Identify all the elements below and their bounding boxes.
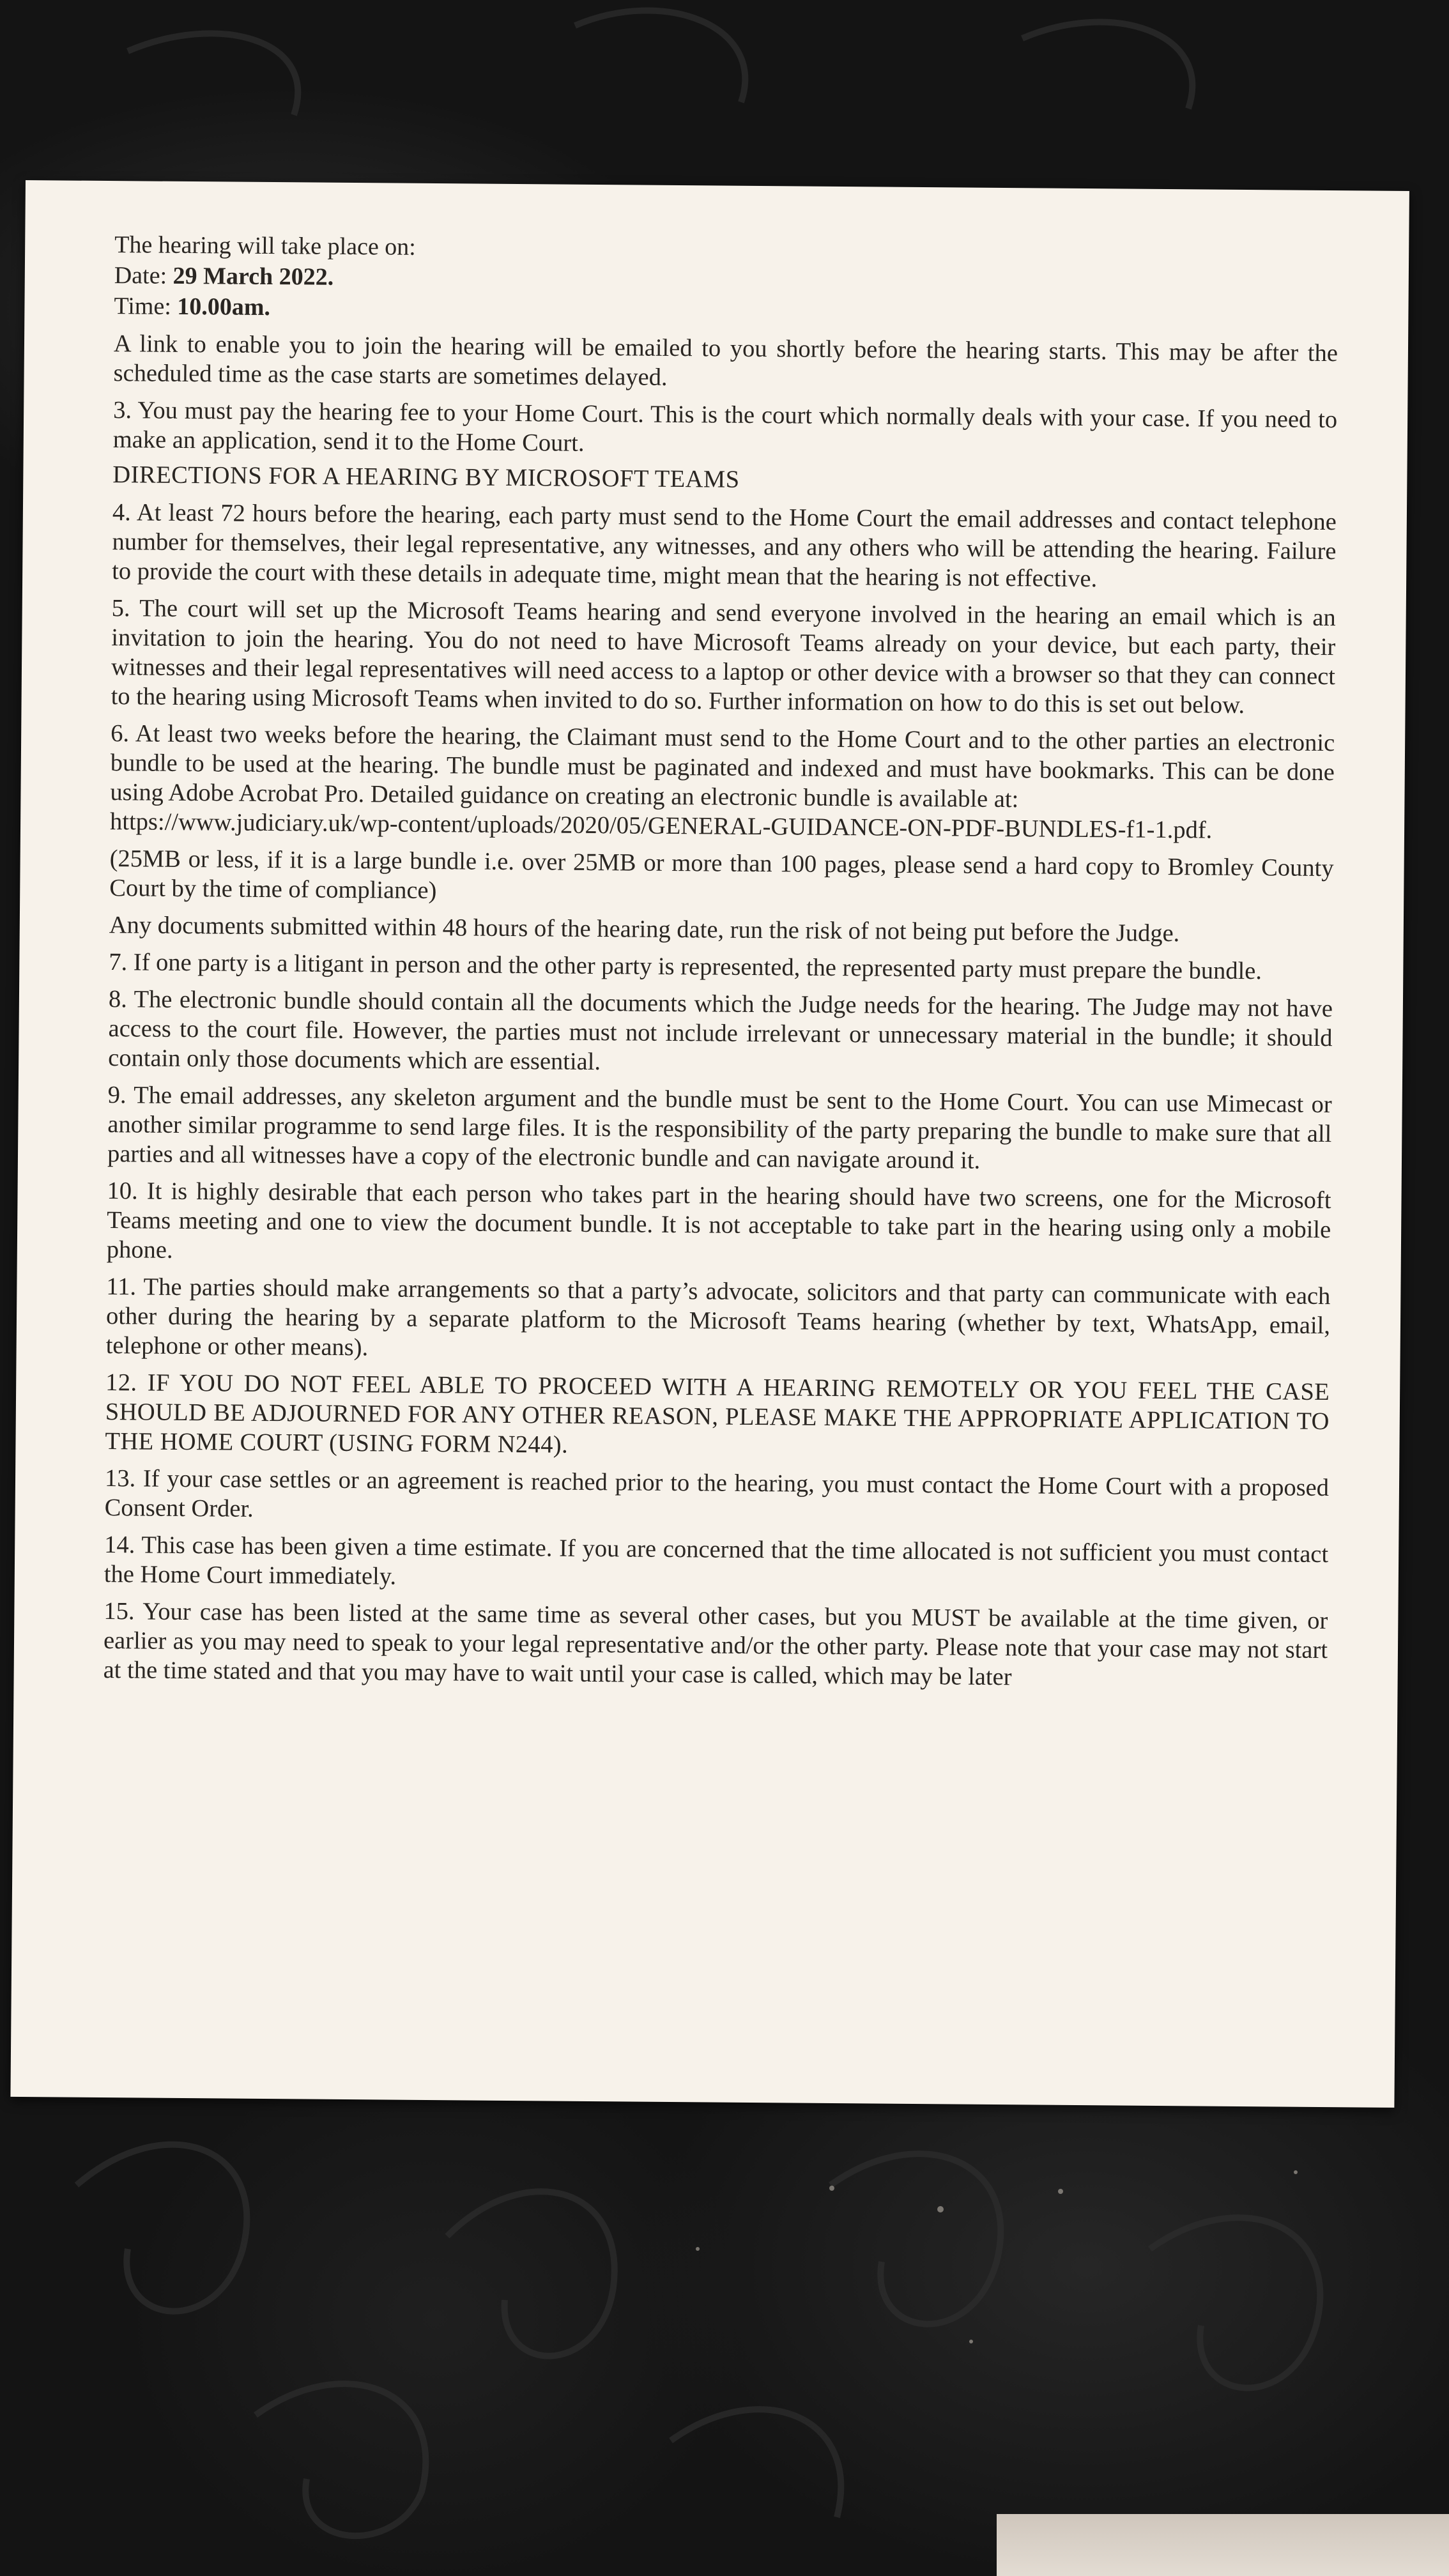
date-label: Date:	[114, 262, 167, 289]
paragraph-3: 3. You must pay the hearing fee to your Home Court. This is the court which normally deals with your case. If you need to make an application, send it to the Home Court.	[112, 397, 1338, 457]
time-value: 10.00am.	[177, 293, 271, 321]
floor-surface	[997, 2514, 1449, 2576]
paragraph-10: 10. It is highly desirable that each person who takes part in the hearing should have two screens, one for the Microsoft Teams meeting and one to view the document bundle. It is not acceptable to take part in the hearing using only a mobile phone.	[106, 1177, 1331, 1264]
court-notice-page	[10, 180, 1409, 2108]
paragraph-6	[110, 719, 1335, 846]
paragraph-9: 9. The email addresses, any skeleton argument and the bundle must be sent to the Home Court. You can use Mimecast or another similar programme to send large files. It is the responsibility of the party preparing the bundle to make sure that all parties and all witnesses have a copy of the electronic bundle and can navigate around it.	[107, 1082, 1332, 1174]
paragraph-7: 7. If one party is a litigant in person and the other party is represented, the represented party must prepare the bundle.	[109, 949, 1262, 985]
bundle-size-note: (25MB or less, if it is a large bundle i.e. over 25MB or more than 100 pages, please send a hard copy to Bromley County Court by the time of compliance)	[109, 845, 1334, 905]
guidance-url: https://www.judiciary.uk/wp-content/uploads/2020/05/GENERAL-GUIDANCE-ON-PDF-BUNDLES-f1-1.pdf.	[109, 808, 1213, 844]
paragraph-12: 12. IF YOU DO NOT FEEL ABLE TO PROCEED WITH A HEARING REMOTELY OR YOU FEEL THE CASE SHOULD BE ADJOURNED FOR ANY OTHER REASON, PLEASE MAKE THE APPROPRIATE APPLICATION TO THE HOME COURT (USING FORM N244).	[105, 1369, 1330, 1459]
late-documents-note: Any documents submitted within 48 hours of the hearing date, run the risk of not being put before the Judge.	[109, 912, 1180, 947]
directions-heading: DIRECTIONS FOR A HEARING BY MICROSOFT TEAMS	[112, 461, 740, 493]
time-label: Time:	[114, 293, 172, 320]
paragraph-14: 14. This case has been given a time estimate. If you are concerned that the time allocated is not sufficient you must contact the Home Court immediately.	[103, 1531, 1329, 1590]
join-link-paragraph: A link to enable you to join the hearing will be emailed to you shortly before the hearing starts. This may be after the scheduled time as the case starts are sometimes delayed.	[113, 330, 1338, 391]
paragraph-4: 4. At least 72 hours before the hearing, each party must send to the Home Court the email addresses and contact telephone number for themselves, their legal representative, any witnesses, and any others who will be attending the hearing. Failure to provide the court with these details in adequate time, might mean that the hearing is not effective.	[112, 499, 1337, 593]
hearing-intro-line: The hearing will take place on:	[114, 231, 417, 261]
paragraph-13: 13. If your case settles or an agreement is reached prior to the hearing, you must contact the Home Court with a proposed Consent Order.	[104, 1465, 1330, 1522]
paragraph-5: 5. The court will set up the Microsoft Teams hearing and send everyone involved in the hearing an email which is an invitation to join the hearing. You do not need to have Microsoft Teams already on your device, but each party, their witnesses and their legal representatives will need access to a laptop or other device with a browser so that they can connect to the hearing using Microsoft Teams when invited to do so. Further information on how to do this is set out below.	[111, 595, 1336, 719]
paragraph-15: 15. Your case has been listed at the same time as several other cases, but you MUST be available at the time given, or earlier as you may need to speak to your legal representative and/or the other party. Please note that your case may not start at the time stated and that you may have to wait until your case is called, which may be later	[103, 1598, 1328, 1691]
paragraph-11: 11. The parties should make arrangements so that a party’s advocate, solicitors and that party can communicate with each other during the hearing by a separate platform to the Microsoft Teams hearing (whether by text, WhatsApp, email, telephone or other means).	[105, 1273, 1331, 1361]
date-value: 29 March 2022.	[172, 262, 334, 291]
paragraph-6-text: 6. At least two weeks before the hearing, the Claimant must send to the Home Court and to the other parties an electronic bundle to be used at the hearing. The bundle must be paginated and indexed and must have bookmarks. This can be done using Adobe Acrobat Pro. Detailed guidance on creating an electronic bundle is available at:	[110, 720, 1335, 813]
paragraph-8: 8. The electronic bundle should contain all the documents which the Judge needs for the hearing. The Judge may not have access to the court file. However, the parties must not include irrelevant or unnecessary material in the bundle; it should contain only those documents which are essential.	[108, 986, 1333, 1076]
